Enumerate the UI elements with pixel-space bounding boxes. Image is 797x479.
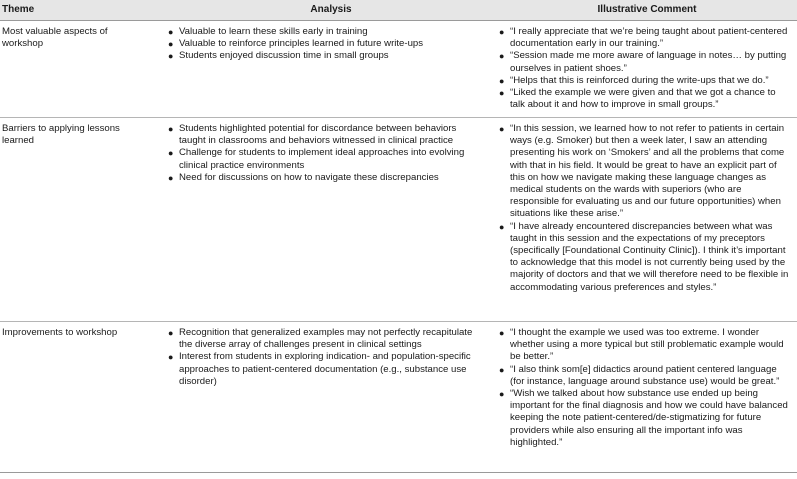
list-item [499,123,793,221]
comment-cell [497,118,797,322]
list-item [168,327,477,351]
analysis-list [167,26,477,63]
list-item [168,351,477,388]
list-item [499,221,793,294]
header-theme: Theme [0,0,165,21]
bullet-icon: ● [499,328,505,338]
bullet-icon: ● [499,389,505,400]
bullet-icon: ● [499,88,505,99]
table-row [0,21,797,118]
analysis-text: Interest from students in exploring indication- and population-specific approaches to patient-centered documentation (e.g., substance use disorder) [179,351,471,387]
list-item [499,75,793,87]
bullet-icon: ● [499,364,505,375]
bullet-icon: ● [168,328,174,338]
theme-cell: Barriers to applying lessons learned [0,118,165,322]
bullet-icon: ● [499,51,505,62]
list-item [168,50,477,62]
comment-text: “I have already encountered discrepancies between what was taught in this session and the expectations of my preceptors (specifically [Foundational Continuity Clinic]). I think it’s important to acknowledge that this model is not currently being used by the majority of doctors and that we will therefore need to be flexible in accommodating various preferences and styles.” [510,220,789,293]
header-row [0,0,797,21]
table-row [0,322,797,473]
list-item [499,388,793,449]
comment-text: “Wish we talked about how substance use ended up being important for the final diagnosis and how we could have balanced keeping the note patient-centered/de-stigmatizing for future providers while also ensuring all the important info was highlighted.” [510,388,788,448]
analysis-list [167,123,477,184]
comment-cell [497,21,797,118]
list-item [499,327,793,364]
comment-cell [497,322,797,473]
theme-cell: Most valuable aspects of workshop [0,21,165,118]
analysis-text: Students highlighted potential for discordance between behaviors taught in classrooms and behaviors witnessed in clinical practice [179,123,457,147]
list-item [499,364,793,388]
list-item [499,26,793,50]
analysis-text: Students enjoyed discussion time in small groups [179,50,389,62]
analysis-list [167,327,477,388]
bullet-icon: ● [168,39,174,50]
analysis-text: Recognition that generalized examples may not perfectly recapitulate the diverse array of challenges present in clinical settings [179,327,473,351]
analysis-cell [165,21,497,118]
comment-text: “Helps that this is reinforced during the write-ups that we do.” [510,74,769,86]
bullet-icon: ● [168,124,174,134]
list-item [168,172,477,184]
bullet-icon: ● [168,148,174,159]
header-comment: Illustrative Comment [497,0,797,21]
list-item [499,87,793,111]
list-item [499,50,793,74]
analysis-cell [165,118,497,322]
table-row [0,118,797,322]
bullet-icon: ● [499,221,505,232]
analysis-text: Valuable to learn these skills early in training [179,26,368,37]
bullet-icon: ● [168,172,174,183]
analysis-cell [165,322,497,473]
comment-text: “Session made me more aware of language in notes… by putting ourselves in patient shoes.” [510,50,787,74]
analysis-text: Need for discussions on how to navigate these discrepancies [179,171,439,183]
bullet-icon: ● [168,27,174,37]
list-item [168,26,477,38]
list-item [168,38,477,50]
list-item [168,123,477,147]
comment-text: “I really appreciate that we’re being taught about patient-centered documentation early in our training.” [510,26,788,50]
bullet-icon: ● [499,75,505,86]
comment-text: “Liked the example we were given and that we got a chance to talk about it and how to improve in small groups.” [510,87,776,111]
header-analysis: Analysis [165,0,497,21]
bullet-icon: ● [168,51,174,62]
theme-cell: Improvements to workshop [0,322,165,473]
comment-text: “I also think som[e] didactics around patient centered language (for instance, language around substance use) would be great.” [510,363,780,387]
comment-list [499,327,793,449]
list-item [168,147,477,171]
bullet-icon: ● [499,124,505,134]
bullet-icon: ● [168,352,174,363]
comment-list [499,123,793,294]
analysis-text: Valuable to reinforce principles learned in future write-ups [179,38,424,50]
comment-text: “In this session, we learned how to not refer to patients in certain ways (e.g. Smoker) but then a week later, I saw an attending presenting his work on ‘Smokers’ and all the problems that come with that in his field. It would be great to have an explicit part of this on how we navigate making these language changes as medical students on the wards with superiors (who are responsible for evaluating us and our future opportunities) when situations like these arise.” [510,123,785,220]
bullet-icon: ● [499,27,505,37]
comment-text: “I thought the example we used was too extreme. I wonder whether using a more typical but still problematic example would be better.” [510,327,784,363]
comment-list [499,26,793,111]
analysis-text: Challenge for students to implement ideal approaches into evolving clinical practice environments [179,147,465,171]
